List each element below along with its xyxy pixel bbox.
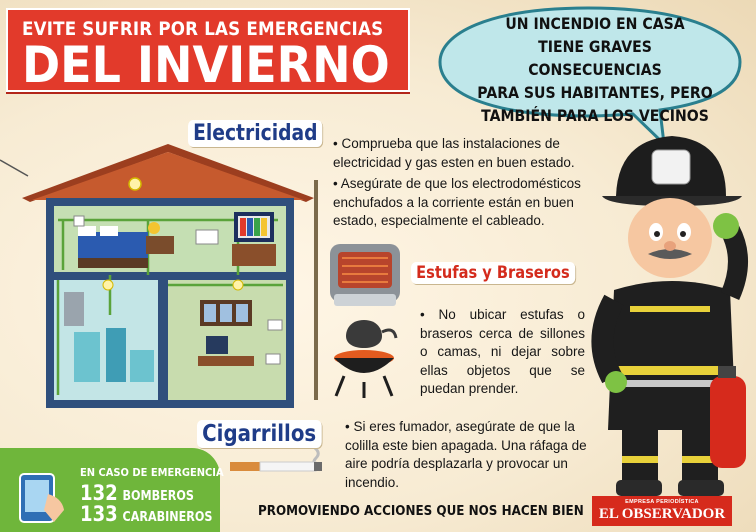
cigarrillos-heading: Cigarrillos — [197, 420, 321, 448]
emergency-title: EN CASO DE EMERGENCIA — [80, 466, 224, 479]
firefighter-illustration — [586, 130, 756, 500]
title-small: EVITE SUFRIR POR LAS EMERGENCIAS — [22, 18, 384, 40]
brasero-illustration — [318, 316, 410, 400]
phone-icon — [14, 470, 70, 526]
logo-tagline: EMPRESA PERIODÍSTICA — [625, 499, 699, 505]
heater-illustration — [322, 236, 408, 312]
el-observador-logo — [592, 496, 732, 526]
power-lines — [0, 140, 30, 200]
emergency-number-carabineros: 133 — [80, 502, 118, 526]
bubble-line: PARA SUS HABITANTES, PERO — [477, 83, 713, 102]
estufas-heading: Estufas y Braseros — [411, 262, 575, 284]
cigarrillos-bullet: • Si eres fumador, asegúrate de que la colilla este bien apagada. Una ráfaga de aire podría desplazarla y provocar un incendio. — [345, 419, 587, 490]
title-big: DEL INVIERNO — [22, 36, 390, 94]
bubble-line: TAMBIÉN PARA LOS VECINOS — [481, 106, 709, 125]
emergency-line-carabineros — [80, 502, 212, 526]
bubble-line: UN INCENDIO EN CASA — [505, 14, 685, 33]
estufas-bullet: • No ubicar estufas o braseros cerca de sillones o camas, ni dejar sobre ellas objetos que se puedan prender. — [420, 307, 585, 396]
title-banner — [6, 8, 410, 92]
house-illustration — [18, 140, 318, 415]
logo-name: EL OBSERVADOR — [598, 506, 726, 522]
bubble-text — [476, 12, 714, 127]
footer-slogan: PROMOVIENDO ACCIONES QUE NOS HACEN BIEN — [258, 504, 584, 519]
emergency-label-bomberos: BOMBEROS — [122, 489, 194, 504]
electricidad-bullet-2: • Asegúrate de que los electrodomésticos enchufados a la corriente están en buen estado, especialmente el cableado. — [333, 176, 581, 228]
electricidad-bullet-1: • Comprueba que las instalaciones de electricidad y gas esten en buen estado. — [333, 136, 575, 170]
electricidad-heading: Electricidad — [188, 120, 323, 147]
emergency-number-bomberos: 132 — [80, 481, 118, 505]
emergency-label-carabineros: CARABINEROS — [122, 510, 213, 525]
bubble-line: TIENE GRAVES CONSECUENCIAS — [528, 37, 662, 79]
